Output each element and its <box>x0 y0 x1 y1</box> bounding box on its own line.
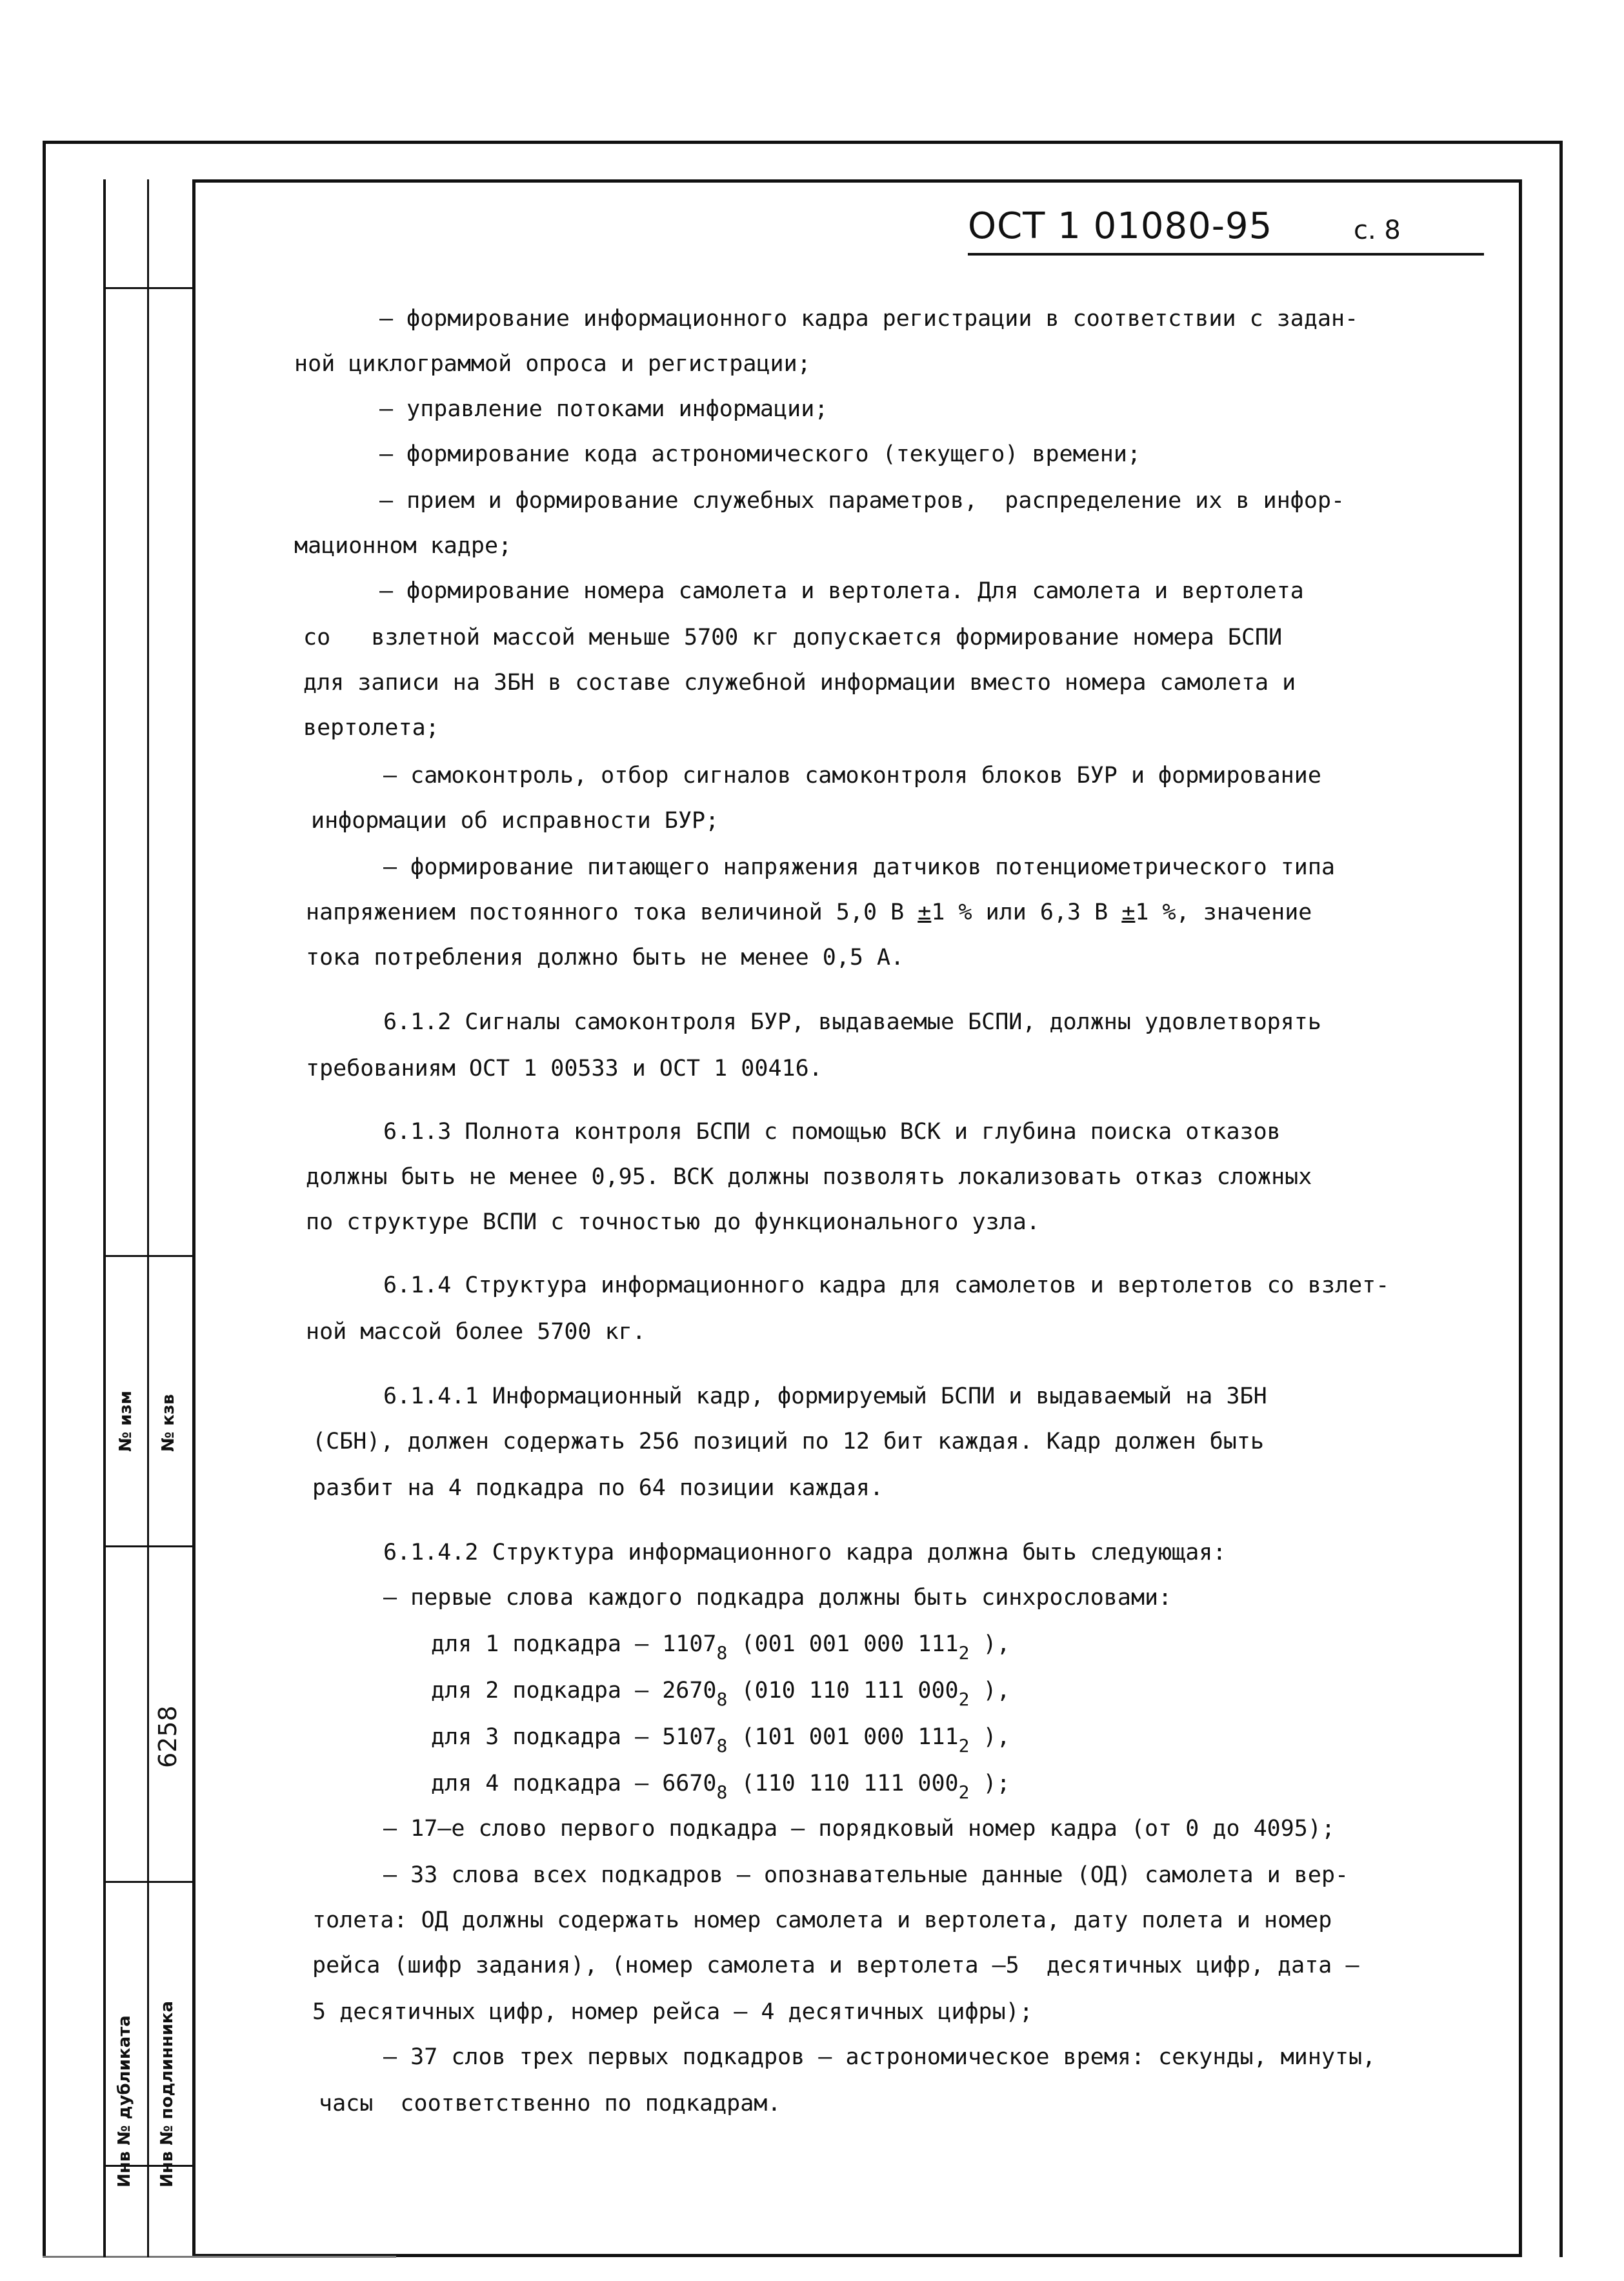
text-line: – формирование информационного кадра регистрации в соответствии с задан- <box>379 306 1359 332</box>
margin-podlinnik-label: Инв № подлинника <box>157 2001 177 2187</box>
text-line: для записи на ЗБН в составе служебной информации вместо номера самолета и <box>303 670 1296 696</box>
sync-word-line: для 3 подкадра – $5107_8$ (101 001 000 $111_2$ ), <box>431 1724 1010 1756</box>
sync-word-line: для 4 подкадра – $6670_8$ (110 110 111 $000_2$ ); <box>431 1771 1010 1803</box>
text-line: (СБН), должен содержать 256 позиций по 12 бит каждая. Кадр должен быть <box>312 1429 1265 1454</box>
margin-kzv-label: № кзв <box>159 1394 178 1452</box>
text-line: мационном кадре; <box>294 533 512 559</box>
text-line: напряжением постоянного тока величиной 5,0 В ±1 % или 6,3 В ±1 %, значение <box>306 899 1312 925</box>
text-line: вертолета; <box>303 715 439 741</box>
text-line: разбит на 4 подкадра по 64 позиции каждая. <box>312 1475 884 1501</box>
text-line: 6.1.4 Структура информационного кадра для самолетов и вертолетов со взлет- <box>383 1272 1390 1298</box>
text-line: – 37 слов трех первых подкадров – астрономическое время: секунды, минуты, <box>383 2044 1376 2070</box>
text-line: – самоконтроль, отбор сигналов самоконтроля блоков БУР и формирование <box>383 763 1321 789</box>
text-line: по структуре ВСПИ с точностью до функционального узла. <box>306 1209 1040 1235</box>
text-line: – 17–е слово первого подкадра – порядковый номер кадра (от 0 до 4095); <box>383 1816 1336 1842</box>
document-code: ОСТ 1 01080-95 <box>968 205 1273 247</box>
sync-word-line: для 2 подкадра – $2670_8$ (010 110 111 $000_2$ ), <box>431 1678 1010 1710</box>
text-line: 6.1.3 Полнота контроля БСПИ с помощью ВСК и глубина поиска отказов <box>383 1119 1281 1145</box>
margin-izm-label: № изм <box>116 1391 135 1452</box>
margin-rule <box>103 1545 194 1547</box>
text-line: должны быть не менее 0,95. ВСК должны позволять локализовать отказ сложных <box>306 1164 1312 1190</box>
text-line: 6.1.4.2 Структура информационного кадра должна быть следующая: <box>383 1540 1227 1565</box>
text-line: – формирование питающего напряжения датчиков потенциометрического типа <box>383 854 1336 880</box>
text-line: толета: ОД должны содержать номер самолета и вертолета, дату полета и номер <box>312 1907 1332 1933</box>
text-line: – 33 слова всех подкадров – опознавательные данные (ОД) самолета и вер- <box>383 1862 1349 1888</box>
margin-rule <box>103 1881 194 1883</box>
margin-rule <box>103 287 194 289</box>
page-number: с. 8 <box>1354 216 1401 245</box>
text-line: информации об исправности БУР; <box>311 808 719 834</box>
text-line: – формирование кода астрономического (текущего) времени; <box>379 441 1141 467</box>
text-line: – прием и формирование служебных параметров, распределение их в инфор- <box>379 488 1345 514</box>
text-line: – первые слова каждого подкадра должны быть синхрословами: <box>383 1585 1172 1611</box>
text-line: ной циклограммой опроса и регистрации; <box>294 351 811 377</box>
text-line: ной массой более 5700 кг. <box>306 1319 646 1345</box>
text-line: требованиям ОСТ 1 00533 и ОСТ 1 00416. <box>306 1056 823 1081</box>
header-rule <box>968 253 1484 256</box>
text-line: тока потребления должно быть не менее 0,5 А. <box>306 945 905 970</box>
margin-stamp-divider <box>147 179 149 2257</box>
margin-dublikat-label: Инв № дубликата <box>115 2015 134 2187</box>
page-header <box>968 205 1484 257</box>
text-line: со взлетной массой меньше 5700 кг допускается формирование номера БСПИ <box>303 625 1283 650</box>
sync-word-line: для 1 подкадра – $1107_8$ (001 001 000 $111_2$ ), <box>431 1631 1010 1663</box>
text-line: – управление потоками информации; <box>379 396 828 422</box>
text-line: 5 десятичных цифр, номер рейса – 4 десятичных цифры); <box>312 1999 1033 2025</box>
text-line: 6.1.2 Сигналы самоконтроля БУР, выдаваемые БСПИ, должны удовлетворять <box>383 1009 1321 1035</box>
margin-rule <box>103 1255 194 1257</box>
text-line: 6.1.4.1 Информационный кадр, формируемый БСПИ и выдаваемый на ЗБН <box>383 1383 1267 1409</box>
text-line: – формирование номера самолета и вертолета. Для самолета и вертолета <box>379 578 1304 604</box>
text-line: часы соответственно по подкадрам. <box>319 2091 781 2116</box>
inventory-number: 6258 <box>154 1705 182 1768</box>
text-line: рейса (шифр задания), (номер самолета и вертолета –5 десятичных цифр, дата – <box>312 1953 1359 1978</box>
frame-bottom-rule <box>43 2256 396 2258</box>
